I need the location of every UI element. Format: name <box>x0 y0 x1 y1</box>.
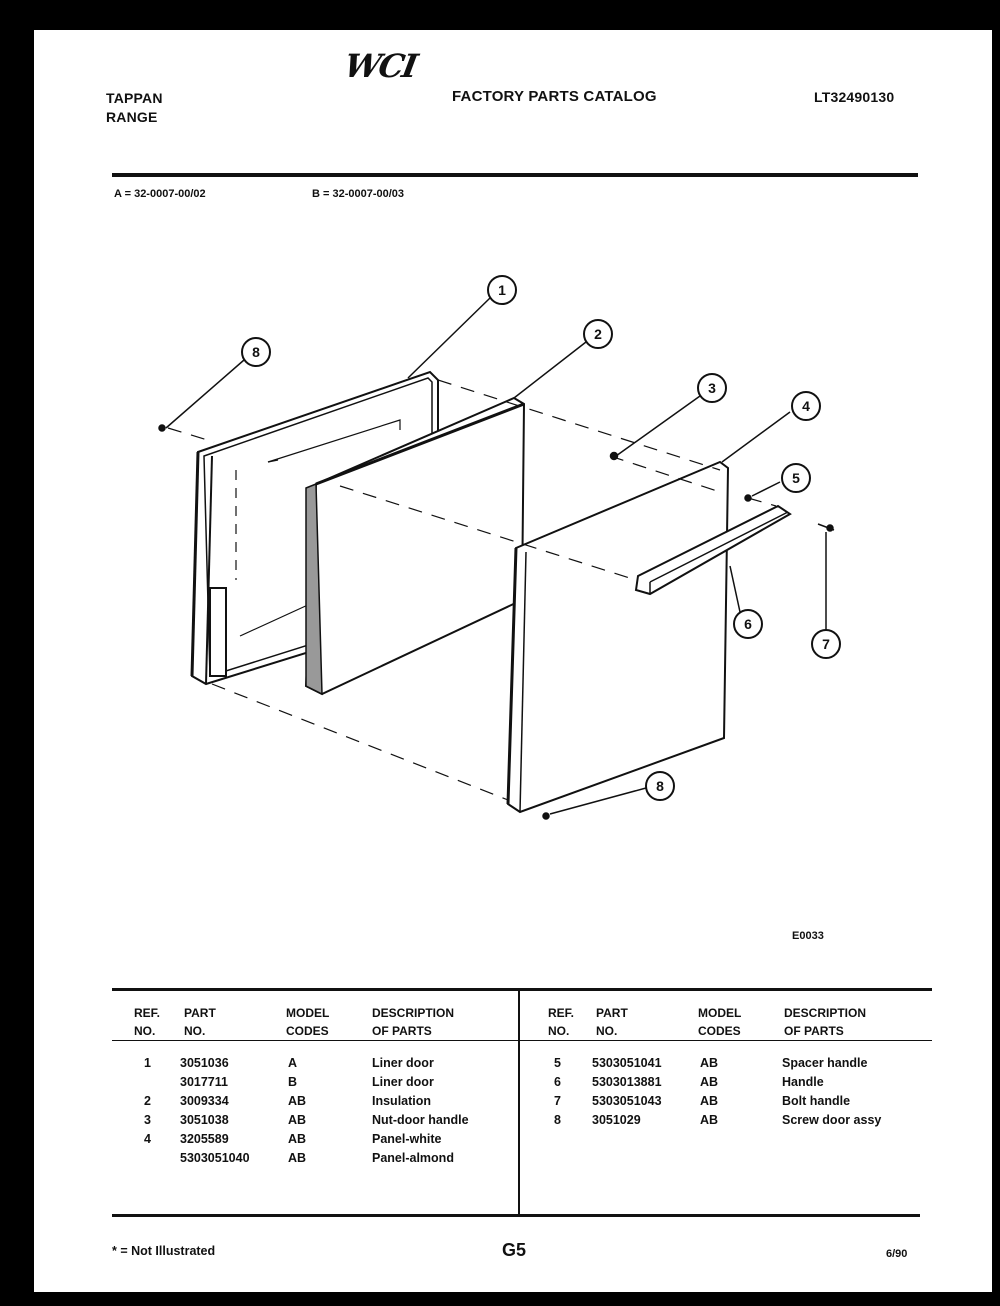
table-cell: 3017711 <box>180 1075 228 1089</box>
right-part-column <box>592 1054 662 1130</box>
left-ref-column <box>144 1054 151 1168</box>
brand-line2: RANGE <box>106 109 158 125</box>
table-cell: Spacer handle <box>782 1056 868 1070</box>
catalog-date: 6/90 <box>886 1248 908 1260</box>
callout-4: 4 <box>802 398 810 414</box>
table-cell: Screw door assy <box>782 1113 882 1127</box>
brand-line1: TAPPAN <box>106 90 163 106</box>
table-cell: AB <box>288 1094 307 1108</box>
table-cell: Handle <box>782 1075 824 1089</box>
callout-7: 7 <box>822 636 830 652</box>
table-cell: 3051038 <box>180 1113 229 1127</box>
callout-8-bottom: 8 <box>656 778 664 794</box>
table-cell: 3205589 <box>180 1132 229 1146</box>
table-cell: 8 <box>554 1113 561 1127</box>
table-cell <box>144 1073 151 1092</box>
callout-6: 6 <box>744 616 752 632</box>
left-desc-column <box>372 1054 469 1168</box>
table-cell: 5303013881 <box>592 1075 662 1089</box>
header-ref: REF. NO. <box>134 1006 161 1038</box>
table-cell: 3051029 <box>592 1113 641 1127</box>
callout-2: 2 <box>594 326 602 342</box>
table-cell: 4 <box>144 1132 151 1146</box>
model-code-a: A = 32-0007-00/02 <box>114 188 206 200</box>
header-desc-right: DESCRIPTION OF PARTS <box>784 1006 867 1038</box>
table-cell: Liner door <box>372 1075 434 1089</box>
table-cell: Panel-almond <box>372 1151 454 1165</box>
figure-code: E0033 <box>792 930 824 942</box>
table-cell: AB <box>288 1132 307 1146</box>
table-cell: AB <box>288 1113 307 1127</box>
right-desc-column <box>782 1054 881 1130</box>
model-code-b: B = 32-0007-00/03 <box>312 188 405 200</box>
table-bottom-rule <box>112 1214 920 1217</box>
table-cell: 5303051043 <box>592 1094 662 1108</box>
table-cell <box>144 1149 151 1168</box>
right-model-column <box>700 1054 718 1130</box>
callout-5: 5 <box>792 470 800 486</box>
header-model: MODEL CODES <box>286 1006 330 1038</box>
header-part-right: PART NO. <box>596 1006 628 1038</box>
left-part-column <box>180 1054 250 1168</box>
table-cell: AB <box>700 1075 719 1089</box>
table-cell: Nut-door handle <box>372 1113 469 1127</box>
table-cell: 5303051041 <box>592 1056 662 1070</box>
table-cell: AB <box>700 1056 719 1070</box>
table-cell: 6 <box>554 1075 561 1089</box>
header-part: PART NO. <box>184 1006 216 1038</box>
table-header-rule <box>112 1040 932 1041</box>
table-cell: AB <box>288 1151 307 1165</box>
table-cell: 5303051040 <box>180 1151 250 1165</box>
header-model-right: MODEL CODES <box>698 1006 742 1038</box>
table-cell: 2 <box>144 1094 151 1108</box>
right-ref-column <box>554 1054 561 1130</box>
table-cell: B <box>288 1075 298 1089</box>
page-code: G5 <box>502 1240 527 1260</box>
table-cell: A <box>288 1056 298 1070</box>
table-top-rule <box>112 988 932 991</box>
table-cell: 3009334 <box>180 1094 229 1108</box>
door-panel <box>508 462 728 812</box>
callout-3: 3 <box>708 380 716 396</box>
callout-8-top: 8 <box>252 344 260 360</box>
header-desc: DESCRIPTION OF PARTS <box>372 1006 455 1038</box>
table-cell: 5 <box>554 1056 561 1070</box>
catalog-number: LT32490130 <box>814 89 895 105</box>
table-cell: 3 <box>144 1113 151 1127</box>
table-cell: 7 <box>554 1094 561 1108</box>
footnote-not-illustrated: * = Not Illustrated <box>112 1244 216 1258</box>
table-cell: AB <box>700 1094 719 1108</box>
table-cell: Panel-white <box>372 1132 442 1146</box>
table-cell: AB <box>700 1113 719 1127</box>
table-cell: Insulation <box>372 1094 432 1108</box>
catalog-title: FACTORY PARTS CATALOG <box>452 88 657 105</box>
table-divider <box>518 991 520 1215</box>
table-cell: Liner door <box>372 1056 434 1070</box>
left-model-column <box>288 1054 306 1168</box>
header-ref-right: REF. NO. <box>548 1006 575 1038</box>
table-cell: Bolt handle <box>782 1094 851 1108</box>
table-cell: 3051036 <box>180 1056 229 1070</box>
table-cell: 1 <box>144 1056 151 1070</box>
callout-1: 1 <box>498 282 506 298</box>
wci-logo: WCI <box>341 47 419 85</box>
